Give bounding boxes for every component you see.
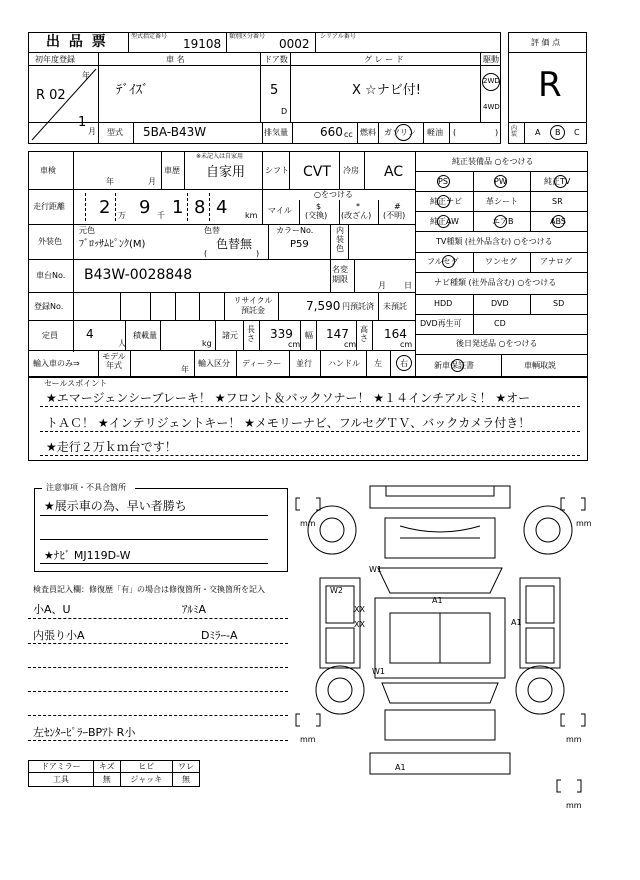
sales-line: ★走行２万ｋｍ台です！ xyxy=(46,440,177,454)
year-unit: 年 xyxy=(82,71,90,80)
dvd-playback: DVD再生可 xyxy=(420,319,462,328)
ship-manual: 車輌取説 xyxy=(524,361,556,370)
len-cm: cm xyxy=(288,340,301,349)
handle-right: 右 xyxy=(400,359,408,368)
cd-option: CD xyxy=(494,319,506,328)
name-change-label: 名変期限 xyxy=(332,265,348,284)
door-suffix: D xyxy=(281,107,288,116)
circle-mark xyxy=(442,255,455,268)
ship-title: 後日発送品 ○をつける xyxy=(456,339,538,348)
ac-label: 冷房 xyxy=(343,166,359,175)
shift-label: シフト xyxy=(265,166,289,175)
interior-b: B xyxy=(555,128,561,137)
nc-day: 日 xyxy=(404,281,412,290)
color-no-label: カラーNo. xyxy=(276,226,314,235)
legend-cell: 無 xyxy=(172,773,199,787)
fuel-value: ガソリン xyxy=(384,128,416,137)
mileage-digit: 8 xyxy=(194,197,206,218)
load-unit: kg xyxy=(202,339,212,348)
first-reg-month: 1 xyxy=(78,115,87,130)
drive-label: 駆動 xyxy=(483,55,499,64)
circle-note: ○をつける xyxy=(314,190,353,199)
damage-mark: W1 xyxy=(369,565,382,574)
equip-tv: 純正TV xyxy=(544,177,571,186)
light-oil: 軽油 xyxy=(427,128,443,137)
legend-cell: ドアミラー xyxy=(29,761,94,773)
interior-color-label: 内装色 xyxy=(336,226,344,253)
mm-label: mm xyxy=(576,519,592,528)
car-name: ﾃﾞｲｽﾞ xyxy=(116,83,149,98)
inspector-entry: 内張り小A xyxy=(33,629,85,642)
hgt-value: 164 xyxy=(384,327,407,341)
handle-label: ハンドル xyxy=(328,359,360,368)
tv-oneseg: ワンセグ xyxy=(485,257,517,266)
len-value: 339 xyxy=(270,327,293,341)
circle-mark xyxy=(552,215,565,228)
recycle-unit: 円預託済 xyxy=(342,302,374,311)
load-label: 積載量 xyxy=(133,331,157,340)
equip-sr: SR xyxy=(552,197,563,206)
navi-title: ナビ種類 (社外品含む) ○をつける xyxy=(434,278,557,287)
mileage-digit: 4 xyxy=(216,197,228,218)
equip-navi: 純正ナビ xyxy=(430,197,462,206)
model-year-unit: 年 xyxy=(181,365,189,374)
inspection-label: 車検 xyxy=(40,166,56,175)
navi-dvd: DVD xyxy=(491,299,509,308)
score-label: 評 価 点 xyxy=(531,38,561,47)
circle-mark xyxy=(437,175,450,188)
sen-unit: 千 xyxy=(157,211,165,220)
legend-cell: ヒビ xyxy=(120,761,172,773)
chassis-label: 車台No. xyxy=(36,271,66,280)
fuel-label: 燃料 xyxy=(360,128,376,137)
star-sub: (改ざん) xyxy=(341,211,372,220)
circle-mark xyxy=(494,215,507,228)
inspector-entry: Dﾐﾗｰ-A xyxy=(201,629,238,642)
circle-mark xyxy=(494,175,507,188)
equip-pw: PW xyxy=(494,177,507,186)
disp-value: 660 xyxy=(320,125,343,139)
legend-cell: キズ xyxy=(93,761,120,773)
import-label: 輸入車のみ⇒ xyxy=(33,359,80,368)
note-line: ★展示車の為、早い者勝ち xyxy=(44,499,187,513)
nc-month: 月 xyxy=(378,281,386,290)
recycle-un: 未預託 xyxy=(383,302,407,311)
equip-leather: 革シート xyxy=(486,197,518,206)
model-label: 型式 xyxy=(107,128,123,137)
handle-circle xyxy=(396,355,412,371)
interior-label: 内装 xyxy=(511,125,518,138)
fuel-circle xyxy=(395,124,412,141)
sales-line: ★エマージェンシーブレーキ！ ★フロント＆バックソナー！ ★１４インチアルミ！ ★オー xyxy=(46,391,531,405)
usd-mark: $ xyxy=(316,202,322,211)
sales-line: トＡＣ！ ★インテリジェントキー！ ★メモリーナビ、フルセグＴＶ、バックカメラ付き！ xyxy=(46,416,531,430)
handle-left: 左 xyxy=(374,359,382,368)
doors-label: ドア数 xyxy=(264,55,288,64)
orig-color-label: 元色 xyxy=(79,226,95,235)
note-line: ★ﾅﾋﾞ MJ119D-W xyxy=(44,549,131,562)
drive-2wd: 2WD xyxy=(483,77,500,85)
legend-cell: ワレ xyxy=(172,761,199,773)
mm-label: mm xyxy=(300,735,316,744)
mileage-digit: 9 xyxy=(139,197,151,218)
circle-mark xyxy=(451,359,464,372)
len-label: 長さ xyxy=(247,325,255,343)
type-label: 型式指定番号 xyxy=(131,33,168,40)
mile-label: マイル xyxy=(268,206,292,215)
circle-mark xyxy=(437,195,450,208)
equip-airbag: エアB xyxy=(492,217,514,226)
mileage-digit: 1 xyxy=(172,197,184,218)
damage-mark: A1 xyxy=(395,763,406,772)
notes-label: 注意事項・不具合箇所 xyxy=(46,483,126,492)
equip-title: 純正装備品 ○をつける xyxy=(452,157,534,166)
inspection-year: 年 xyxy=(106,177,114,186)
history-note: ※未記入は自家用 xyxy=(196,153,244,160)
sales-label: セールスポイント xyxy=(44,379,108,388)
legend-cell: 工具 xyxy=(29,773,94,787)
color-change-value: 色替無 xyxy=(216,237,253,251)
mileage-label: 走行距離 xyxy=(33,202,65,211)
equip-ps: PS xyxy=(438,177,448,186)
disp-label: 排気量 xyxy=(264,128,288,137)
tv-fullseg: フルセグ xyxy=(427,257,459,266)
inspection-month: 月 xyxy=(148,177,156,186)
model-value: 5BA-B43W xyxy=(143,125,207,139)
dims-label: 諸元 xyxy=(222,331,238,340)
mm-label: mm xyxy=(300,519,316,528)
interior-a: A xyxy=(535,128,541,137)
hgt-label: 高さ xyxy=(360,325,368,343)
tv-title: TV種類 (社外品含む) ○をつける xyxy=(436,237,553,246)
disp-unit: cc xyxy=(344,130,353,139)
class-number: 0002 xyxy=(279,37,310,51)
month-unit: 月 xyxy=(88,127,96,136)
circle-mark xyxy=(554,175,567,188)
car-name-label: 車 名 xyxy=(166,55,185,64)
doors-value: 5 xyxy=(270,83,279,98)
damage-mark: W1 xyxy=(372,667,385,676)
inspector-entry: 左ｾﾝﾀｰﾋﾟﾗｰBPｱﾄ R小 xyxy=(33,726,136,739)
interior-circle xyxy=(550,125,565,140)
form-title: 出 品 票 xyxy=(46,34,108,50)
capacity-label: 定員 xyxy=(42,331,58,340)
wid-value: 147 xyxy=(326,327,349,341)
legend-cell: ジャッキ xyxy=(120,773,172,787)
usd-sub: (交換) xyxy=(305,211,328,220)
color-no-value: P59 xyxy=(290,239,309,250)
hash-sub: (不明) xyxy=(383,211,406,220)
orig-color-value: ﾌﾞﾛｯｻﾑﾋﾟﾝｸ(M) xyxy=(79,239,146,250)
capacity-value: 4 xyxy=(86,327,94,341)
first-reg-label: 初年度登録 xyxy=(35,55,75,64)
mileage-digit: 2 xyxy=(99,197,111,218)
wid-cm: cm xyxy=(344,340,357,349)
mileage-digits xyxy=(77,193,237,221)
damage-mark: XX xyxy=(354,620,365,629)
serial-label: シリアル番号 xyxy=(320,33,356,40)
wid-label: 幅 xyxy=(305,331,313,340)
import-cat: 輸入区分 xyxy=(198,359,230,368)
damage-mark: A1 xyxy=(511,618,522,627)
color-label: 外装色 xyxy=(38,237,62,246)
star-mark: * xyxy=(356,202,360,211)
recycle-label: リサイクル預託金 xyxy=(233,296,273,315)
car-diagram xyxy=(290,478,590,808)
drive-4wd: 4WD xyxy=(483,103,500,111)
shift-value: CVT xyxy=(303,164,331,180)
damage-mark: W2 xyxy=(330,586,343,595)
damage-mark: XX xyxy=(354,605,365,614)
capacity-unit: 人 xyxy=(118,339,126,348)
inspector-entry: ｱﾙﾐA xyxy=(182,603,207,616)
parallel-option: 並行 xyxy=(296,359,312,368)
chassis-value: B43W-0028848 xyxy=(84,267,193,283)
ship-warranty: 新車保証書 xyxy=(434,361,474,370)
first-reg-year: R 02 xyxy=(36,88,66,103)
reg-no-label: 登録No. xyxy=(34,302,64,311)
dealer-option: ディーラー xyxy=(242,359,282,368)
score-value: R xyxy=(538,65,562,105)
legend-table xyxy=(28,760,200,787)
mm-label: mm xyxy=(566,735,582,744)
navi-sd: SD xyxy=(553,299,565,308)
hgt-cm: cm xyxy=(400,340,413,349)
grade-label: グ レ ー ド xyxy=(364,55,404,64)
hash-mark: # xyxy=(394,202,401,211)
model-year-label: モデル年式 xyxy=(102,352,126,370)
km-unit: km xyxy=(245,211,258,220)
class-label: 類別区分番号 xyxy=(229,33,266,40)
grade-value: X ☆ナビ付! xyxy=(352,83,421,98)
circle-mark xyxy=(437,215,450,228)
inspector-entry: 小A、U xyxy=(33,603,71,616)
recycle-value: 7,590 xyxy=(306,299,341,313)
interior-c: C xyxy=(574,128,580,137)
tv-analog: アナログ xyxy=(540,257,572,266)
inspector-label: 検査員記入欄：修復歴「有」の場合は修復箇所・交換箇所を記入 xyxy=(33,585,265,594)
history-label: 車歴 xyxy=(164,166,180,175)
history-value: 自家用 xyxy=(206,165,246,180)
mm-label: mm xyxy=(566,801,582,810)
color-change-label: 色替 xyxy=(204,226,220,235)
equip-aw: 純正AW xyxy=(430,217,459,226)
type-number: 19108 xyxy=(183,37,222,51)
equip-abs: ABS xyxy=(550,217,566,226)
man-unit: 万 xyxy=(118,211,126,220)
navi-hdd: HDD xyxy=(434,299,453,308)
damage-mark: A1 xyxy=(432,596,443,605)
ac-value: AC xyxy=(384,164,404,180)
legend-cell: 無 xyxy=(93,773,120,787)
